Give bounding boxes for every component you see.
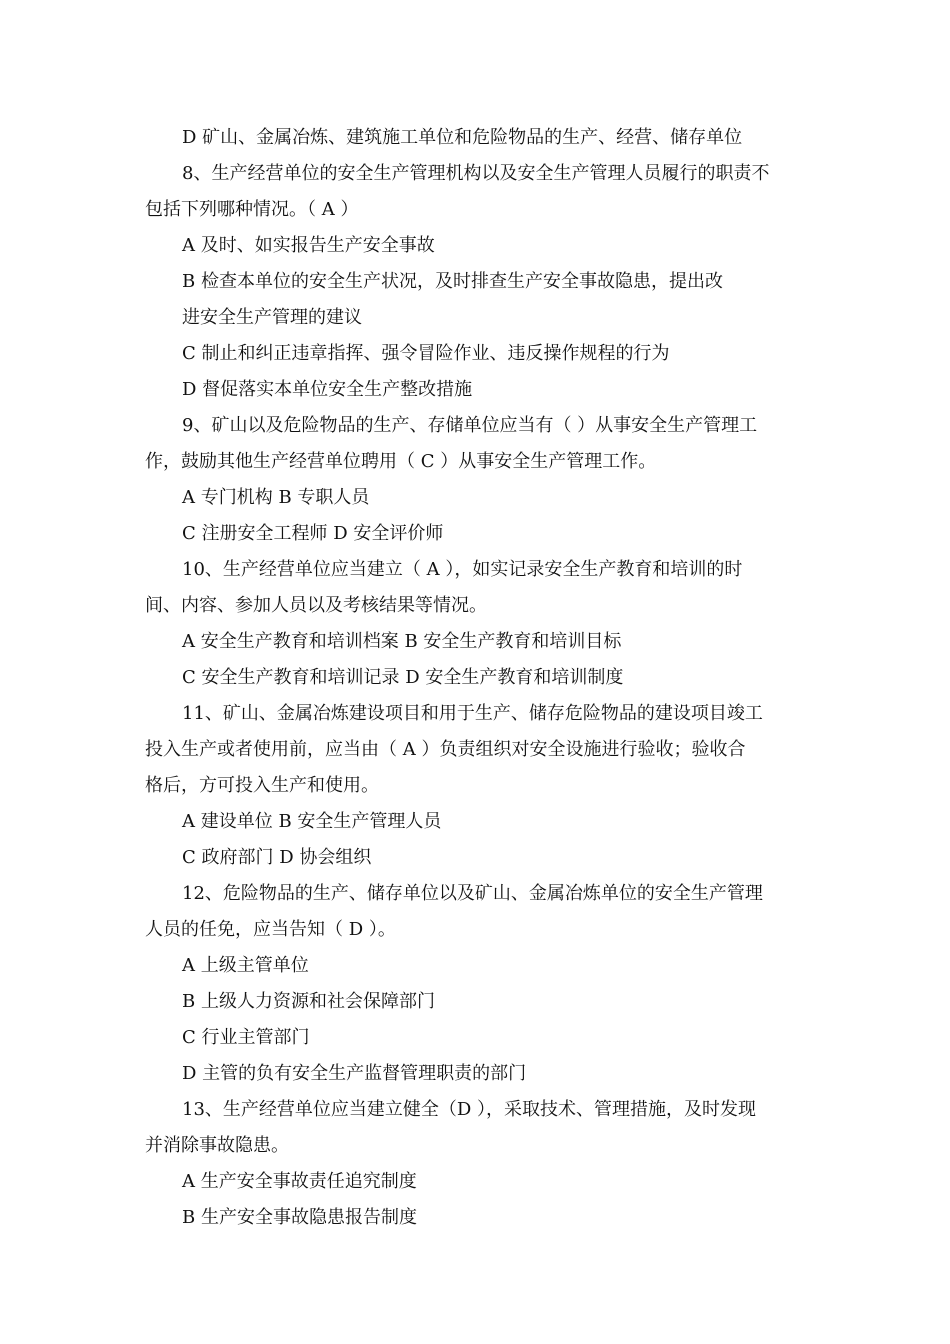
text-line: C 安全生产教育和培训记录 D 安全生产教育和培训制度 bbox=[182, 667, 624, 688]
text-line: 并消除事故隐患。 bbox=[145, 1135, 289, 1156]
text-line: D 督促落实本单位安全生产整改措施 bbox=[182, 379, 473, 400]
text-line: 12、危险物品的生产、储存单位以及矿山、金属冶炼单位的安全生产管理 bbox=[182, 883, 763, 904]
text-line: B 生产安全事故隐患报告制度 bbox=[182, 1207, 417, 1228]
text-line: 间、内容、参加人员以及考核结果等情况。 bbox=[145, 595, 487, 616]
text-line: D 主管的负有安全生产监督管理职责的部门 bbox=[182, 1063, 527, 1084]
text-line: 13、生产经营单位应当建立健全（D ），采取技术、管理措施，及时发现 bbox=[182, 1099, 757, 1120]
text-line: 作，鼓励其他生产经营单位聘用（ C ）从事安全生产管理工作。 bbox=[145, 451, 657, 472]
text-line: 投入生产或者使用前，应当由（ A ）负责组织对安全设施进行验收；验收合 bbox=[145, 739, 746, 760]
text-line: A 生产安全事故责任追究制度 bbox=[182, 1171, 417, 1192]
text-line: C 注册安全工程师 D 安全评价师 bbox=[182, 523, 444, 544]
text-line: B 上级人力资源和社会保障部门 bbox=[182, 991, 435, 1012]
text-line: A 及时、如实报告生产安全事故 bbox=[182, 235, 435, 256]
text-line: 进安全生产管理的建议 bbox=[182, 307, 362, 328]
text-line: 包括下列哪种情况。（ A ） bbox=[145, 199, 359, 220]
text-line: C 制止和纠正违章指挥、强令冒险作业、违反操作规程的行为 bbox=[182, 343, 670, 364]
text-line: C 政府部门 D 协会组织 bbox=[182, 847, 372, 868]
text-line: C 行业主管部门 bbox=[182, 1027, 310, 1048]
text-line: 10、生产经营单位应当建立（ A ），如实记录安全生产教育和培训的时 bbox=[182, 559, 743, 580]
text-line: A 安全生产教育和培训档案 B 安全生产教育和培训目标 bbox=[182, 631, 622, 652]
text-line: 9、矿山以及危险物品的生产、存储单位应当有（ ）从事安全生产管理工 bbox=[182, 415, 758, 436]
text-line: 8、生产经营单位的安全生产管理机构以及安全生产管理人员履行的职责不 bbox=[182, 163, 770, 184]
text-line: 格后，方可投入生产和使用。 bbox=[145, 775, 379, 796]
text-line: D 矿山、金属冶炼、建筑施工单位和危险物品的生产、经营、储存单位 bbox=[182, 127, 743, 148]
text-line: B 检查本单位的安全生产状况，及时排查生产安全事故隐患，提出改 bbox=[182, 271, 723, 292]
text-line: A 建设单位 B 安全生产管理人员 bbox=[182, 811, 442, 832]
text-line: 11、矿山、金属冶炼建设项目和用于生产、储存危险物品的建设项目竣工 bbox=[182, 703, 763, 724]
document-body bbox=[145, 120, 810, 1236]
text-line: A 上级主管单位 bbox=[182, 955, 309, 976]
text-line: A 专门机构 B 专职人员 bbox=[182, 487, 370, 508]
text-line: 人员的任免，应当告知（ D ）。 bbox=[145, 919, 396, 940]
